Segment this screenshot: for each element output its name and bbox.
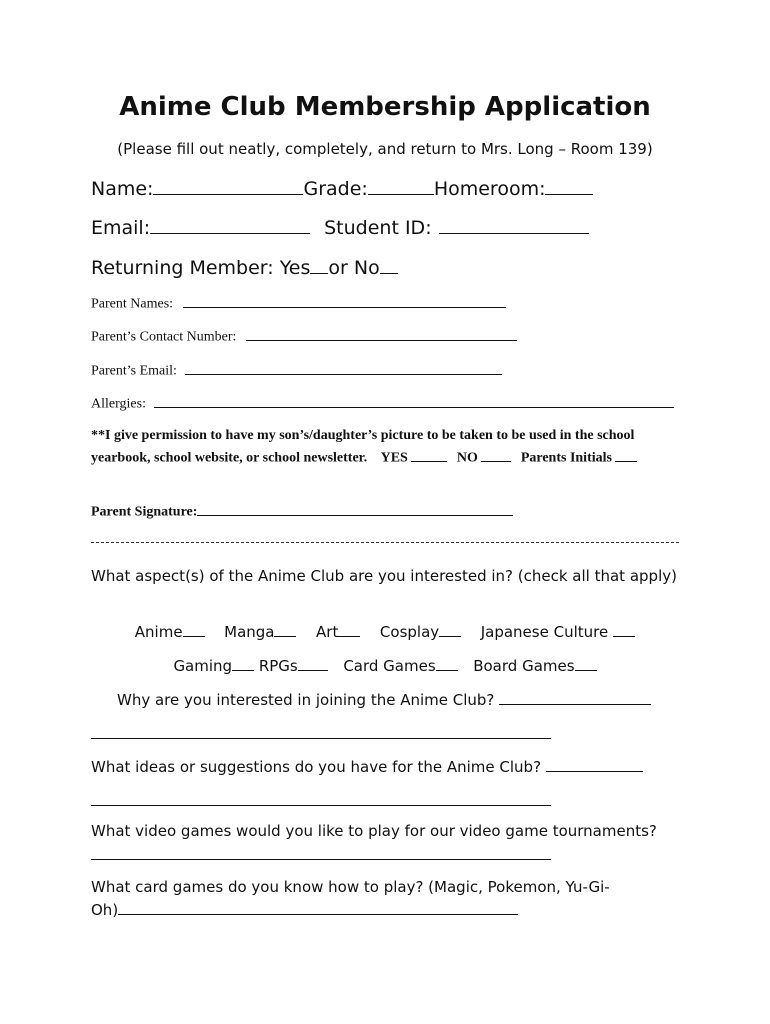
interest-art-check[interactable] [338, 620, 360, 637]
interest-card-games-check[interactable] [436, 654, 458, 671]
grade-field[interactable] [368, 174, 434, 195]
name-grade-homeroom-row [91, 174, 593, 200]
or-no-label: or No [328, 256, 380, 279]
permission-no-label: NO [456, 450, 478, 466]
why-interested-row [117, 688, 651, 709]
parent-contact-label: Parent’s Contact Number: [91, 329, 237, 345]
permission-yes-field[interactable] [411, 446, 447, 462]
parent-contact-field[interactable] [246, 325, 517, 341]
card-games-block [91, 876, 631, 921]
interest-option-card-games[interactable] [343, 654, 457, 675]
permission-yes-label: YES [380, 450, 408, 466]
returning-no-field[interactable] [380, 253, 398, 274]
homeroom-label: Homeroom: [433, 177, 546, 200]
interest-art-label: Art [316, 622, 339, 641]
why-interested-question: Why are you interested in joining the Anime Club? [117, 690, 495, 709]
parent-email-label: Parent’s Email: [91, 363, 177, 379]
ideas-row [91, 755, 643, 776]
interest-rpgs-label: RPGs [258, 656, 298, 675]
grade-label: Grade: [303, 177, 368, 200]
interest-manga-label: Manga [224, 622, 275, 641]
interest-option-japanese-culture[interactable] [481, 620, 635, 641]
card-games-question: What card games do you know how to play? (Magic, Pokemon, Yu-Gi-Oh) [91, 878, 610, 919]
interest-cosplay-check[interactable] [439, 620, 461, 637]
ideas-field-1[interactable] [546, 755, 643, 772]
parent-email-field[interactable] [185, 359, 502, 375]
interest-cosplay-label: Cosplay [379, 622, 440, 641]
interest-gaming-label: Gaming [173, 656, 233, 675]
name-label: Name: [91, 177, 154, 200]
returning-member-row [91, 253, 398, 279]
homeroom-field[interactable] [545, 174, 593, 195]
interest-anime-check[interactable] [183, 620, 205, 637]
interest-gaming-check[interactable] [232, 654, 254, 671]
permission-text: **I give permission to have my son’s/daughter’s picture to be taken to be used in the school yearbook, school website, or school newsletter. [91, 428, 635, 466]
page-subtitle: (Please fill out neatly, completely, and return to Mrs. Long – Room 139) [117, 140, 653, 158]
student-id-field[interactable] [439, 213, 589, 234]
interest-japanese-culture-check[interactable] [613, 620, 635, 637]
parent-names-label: Parent Names: [91, 296, 174, 312]
interest-option-manga[interactable] [224, 620, 296, 641]
student-id-label: Student ID: [324, 216, 432, 239]
interest-board-games-check[interactable] [575, 654, 597, 671]
allergies-field[interactable] [154, 392, 674, 408]
permission-no-field[interactable] [481, 446, 511, 462]
permission-block [91, 426, 683, 469]
email-studentid-row [91, 213, 589, 239]
parent-names-field[interactable] [183, 292, 506, 308]
interest-board-games-label: Board Games [473, 656, 575, 675]
why-interested-field-2[interactable] [91, 738, 551, 739]
interest-option-cosplay[interactable] [380, 620, 461, 641]
interests-row-1 [0, 620, 770, 641]
parent-signature-label: Parent Signature: [91, 504, 198, 520]
allergies-row [91, 392, 674, 413]
interest-rpgs-check[interactable] [298, 654, 328, 671]
parent-signature-field[interactable] [197, 500, 513, 516]
email-label: Email: [91, 216, 151, 239]
parents-initials-field[interactable] [615, 446, 637, 462]
interest-option-anime[interactable] [135, 620, 205, 641]
ideas-field-2[interactable] [91, 805, 551, 806]
parent-email-row [91, 359, 502, 380]
returning-member-label: Returning Member: Yes [91, 256, 311, 279]
parent-names-row [91, 292, 506, 313]
email-field[interactable] [150, 213, 310, 234]
returning-yes-field[interactable] [310, 253, 328, 274]
interest-option-gaming[interactable] [173, 654, 254, 675]
interest-option-board-games[interactable] [473, 654, 596, 675]
interest-option-rpgs[interactable] [259, 654, 328, 675]
page-title: Anime Club Membership Application [119, 92, 651, 122]
interest-manga-check[interactable] [274, 620, 296, 637]
interests-row-2 [0, 654, 770, 675]
interest-japanese-culture-label: Japanese Culture [480, 622, 609, 641]
parents-initials-label: Parents Initials [520, 450, 612, 466]
interest-card-games-label: Card Games [343, 656, 436, 675]
video-games-question: What video games would you like to play for our video game tournaments? [91, 822, 657, 840]
why-interested-field-1[interactable] [499, 688, 651, 705]
video-games-field[interactable] [91, 859, 551, 860]
ideas-question: What ideas or suggestions do you have for the Anime Club? [91, 757, 542, 776]
card-games-field[interactable] [118, 898, 518, 915]
interests-question: What aspect(s) of the Anime Club are you interested in? (check all that apply) [91, 567, 677, 585]
parent-signature-row [91, 500, 513, 521]
interest-anime-label: Anime [134, 622, 183, 641]
name-field[interactable] [153, 174, 303, 195]
parent-contact-row [91, 325, 517, 346]
interest-option-art[interactable] [316, 620, 360, 641]
allergies-label: Allergies: [91, 396, 146, 412]
dashed-divider [91, 542, 679, 543]
